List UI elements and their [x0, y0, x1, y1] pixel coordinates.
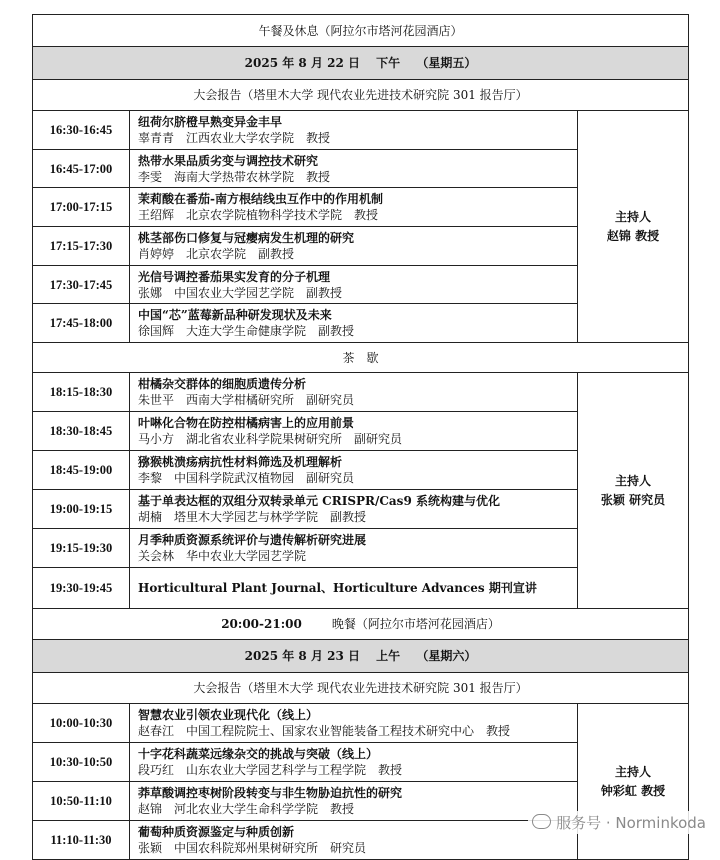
talk-time: 10:00-10:30 [33, 704, 130, 743]
talk-speaker: 段巧红 [138, 763, 175, 777]
dinner-time: 20:00-21:00 [221, 617, 302, 631]
talk-rank: 副教授 [306, 285, 343, 300]
talk-rank: 副教授 [330, 510, 367, 524]
talk-time: 10:30-10:50 [33, 743, 130, 782]
talk-speaker-line [138, 840, 577, 856]
talk-details [130, 821, 578, 860]
talk-rank: 副研究员 [354, 432, 403, 446]
talk-speaker: 胡楠 [138, 510, 163, 524]
dinner-banner [33, 609, 689, 640]
talk-time: 16:30-16:45 [33, 111, 130, 150]
talk-affiliation: 河北农业大学生命科学学院 [174, 802, 319, 816]
talk-speaker-line [138, 548, 577, 564]
talk-time: 17:15-17:30 [33, 227, 130, 266]
talk-speaker-line [138, 169, 577, 185]
talk-affiliation: 山东农业大学园艺科学与工程学院 [186, 763, 367, 777]
talk-rank: 教授 [378, 763, 403, 777]
dinner-row [33, 609, 689, 640]
day1-header: 2025 年 8 月 22 日 下午 （星期五） [33, 47, 689, 80]
talk-speaker-line [138, 130, 577, 146]
talk-speaker-line [138, 801, 577, 817]
talk-speaker-line [138, 762, 577, 778]
host-name: 张颖 研究员 [600, 492, 666, 507]
talk-affiliation: 湖北省农业科学院果树研究所 [186, 432, 343, 446]
talk-details [130, 188, 578, 227]
lunch-banner: 午餐及休息（阿拉尔市塔河花园酒店） [33, 15, 689, 47]
talk-speaker: 关会林 [138, 549, 175, 563]
talk-title: 葡萄种质资源鉴定与种质创新 [138, 825, 295, 839]
talk-affiliation: 塔里木大学园艺与林学学院 [174, 510, 319, 524]
talk-details [130, 266, 578, 304]
talk-details [130, 150, 578, 188]
talk-speaker: 赵春江 [138, 724, 175, 738]
talk-affiliation: 西南大学柑橘研究所 [186, 393, 295, 407]
journal-text: Horticultural Plant Journal、Horticulture Advances 期刊宣讲 [130, 568, 578, 609]
host-label: 主持人 [615, 209, 652, 224]
talk-rank: 教授 [306, 131, 331, 145]
talk-row [33, 704, 689, 743]
talk-speaker: 赵锦 [138, 802, 163, 816]
talk-details [130, 704, 578, 743]
talk-time: 18:45-19:00 [33, 451, 130, 490]
host-cell [578, 373, 689, 609]
talk-title: 十字花科蔬菜远缘杂交的挑战与突破（线上） [138, 747, 379, 761]
dinner-text: 晚餐（阿拉尔市塔河花园酒店） [331, 617, 500, 631]
schedule-table [32, 14, 689, 860]
talk-rank: 副研究员 [306, 393, 355, 407]
day1-venue-row [33, 80, 689, 111]
talk-speaker: 朱世平 [138, 393, 175, 407]
schedule-sheet [32, 14, 688, 860]
day2-venue: 大会报告（塔里木大学 现代农业先进技术研究院 301 报告厅） [33, 673, 689, 704]
talk-time: 18:15-18:30 [33, 373, 130, 412]
talk-details [130, 304, 578, 343]
talk-speaker-line [138, 207, 577, 223]
talk-title: 叶啉化合物在防控柑橘病害上的应用前景 [138, 416, 355, 430]
talk-affiliation: 海南大学热带农林学院 [174, 169, 295, 184]
day2-header: 2025 年 8 月 23 日 上午 （星期六） [33, 640, 689, 673]
talk-speaker-line [138, 723, 577, 739]
talk-affiliation: 中国科学院武汉植物园 [174, 471, 295, 485]
talk-row [33, 373, 689, 412]
talk-title: 柑橘杂交群体的细胞质遗传分析 [138, 377, 307, 391]
talk-title: 基于单表达框的双组分双转录单元 CRISPR/Cas9 系统构建与优化 [138, 494, 500, 508]
talk-time: 11:10-11:30 [33, 821, 130, 860]
watermark [528, 811, 710, 834]
talk-title: 纽荷尔脐橙早熟变异金丰早 [138, 115, 283, 129]
talk-speaker: 马小方 [138, 432, 175, 446]
talk-time: 17:45-18:00 [33, 304, 130, 343]
talk-rank: 教授 [354, 208, 379, 222]
talk-speaker-line [138, 470, 577, 486]
talk-rank: 教授 [330, 802, 355, 816]
talk-rank: 副教授 [258, 247, 295, 261]
schedule-body [33, 15, 689, 860]
talk-time: 17:30-17:45 [33, 266, 130, 304]
talk-title: 莽草酸调控枣树阶段转变与非生物胁迫抗性的研究 [138, 786, 403, 800]
talk-time: 10:50-11:10 [33, 782, 130, 821]
talk-affiliation: 北京农学院植物科学技术学院 [186, 208, 343, 222]
talk-details [130, 451, 578, 490]
talk-time: 19:00-19:15 [33, 490, 130, 529]
tea-break: 茶 歇 [33, 343, 689, 373]
talk-speaker: 肖婷婷 [138, 247, 175, 261]
talk-speaker: 张颖 [138, 841, 163, 855]
talk-speaker: 辜青青 [138, 131, 175, 145]
talk-time: 18:30-18:45 [33, 412, 130, 451]
talk-title: 月季种质资源系统评价与遗传解析研究进展 [138, 533, 367, 547]
talk-speaker-line [138, 246, 577, 262]
host-name: 钟彩虹 教授 [600, 783, 666, 798]
talk-rank: 副研究员 [306, 471, 355, 485]
talk-details [130, 373, 578, 412]
talk-details [130, 529, 578, 568]
talk-details [130, 111, 578, 150]
lunch-banner-row [33, 15, 689, 47]
talk-time: 17:00-17:15 [33, 188, 130, 227]
host-cell [578, 111, 689, 343]
tea-break-row [33, 343, 689, 373]
day1-venue: 大会报告（塔里木大学 现代农业先进技术研究院 301 报告厅） [33, 80, 689, 111]
talk-details [130, 490, 578, 529]
talk-affiliation: 华中农业大学园艺学院 [186, 549, 307, 563]
talk-details [130, 227, 578, 266]
host-label: 主持人 [615, 764, 652, 779]
day2-venue-row [33, 673, 689, 704]
talk-rank: 副教授 [318, 324, 355, 338]
talk-speaker: 李雯 [138, 169, 163, 184]
host-label: 主持人 [615, 473, 652, 488]
talk-speaker: 徐国辉 [138, 324, 175, 338]
talk-speaker-line [138, 392, 577, 408]
talk-title: 热带水果品质劣变与调控技术研究 [138, 153, 319, 168]
talk-affiliation: 江西农业大学农学院 [186, 131, 295, 145]
talk-affiliation: 中国工程院院士、国家农业智能装备工程技术研究中心 [186, 724, 475, 738]
talk-time: 16:45-17:00 [33, 150, 130, 188]
talk-details [130, 412, 578, 451]
talk-affiliation: 中国农科院郑州果树研究所 [174, 841, 319, 855]
talk-speaker-line [138, 285, 577, 301]
talk-title: 智慧农业引领农业现代化（线上） [138, 708, 319, 722]
talk-title: 茉莉酸在番茄-南方根结线虫互作中的作用机制 [138, 192, 383, 206]
talk-details [130, 782, 578, 821]
talk-affiliation: 北京农学院 [186, 247, 247, 261]
host-name: 赵锦 教授 [606, 228, 660, 243]
day1-header-row [33, 47, 689, 80]
talk-affiliation: 中国农业大学园艺学院 [174, 285, 295, 300]
talk-rank: 教授 [306, 169, 331, 184]
talk-affiliation: 大连大学生命健康学院 [186, 324, 307, 338]
talk-title: 猕猴桃溃疡病抗性材料筛选及机理解析 [138, 455, 343, 469]
talk-rank: 研究员 [330, 841, 367, 855]
talk-details [130, 743, 578, 782]
talk-speaker-line [138, 431, 577, 447]
talk-speaker: 王绍辉 [138, 208, 175, 222]
talk-speaker: 张娜 [138, 285, 163, 300]
talk-row [33, 111, 689, 150]
wechat-icon [532, 814, 551, 829]
talk-rank: 教授 [486, 724, 511, 738]
journal-time: 19:30-19:45 [33, 568, 130, 609]
talk-speaker: 李黎 [138, 471, 163, 485]
talk-time: 19:15-19:30 [33, 529, 130, 568]
talk-speaker-line [138, 509, 577, 525]
talk-title: 光信号调控番茄果实发育的分子机理 [138, 269, 331, 284]
talk-title: 中国“芯”蓝莓新品种研发现状及未来 [138, 308, 332, 322]
watermark-text: 服务号 · Norminkoda [556, 814, 706, 832]
host-cell [578, 704, 689, 860]
talk-title: 桃茎部伤口修复与冠瘿病发生机理的研究 [138, 231, 355, 245]
talk-speaker-line [138, 323, 577, 339]
day2-header-row [33, 640, 689, 673]
